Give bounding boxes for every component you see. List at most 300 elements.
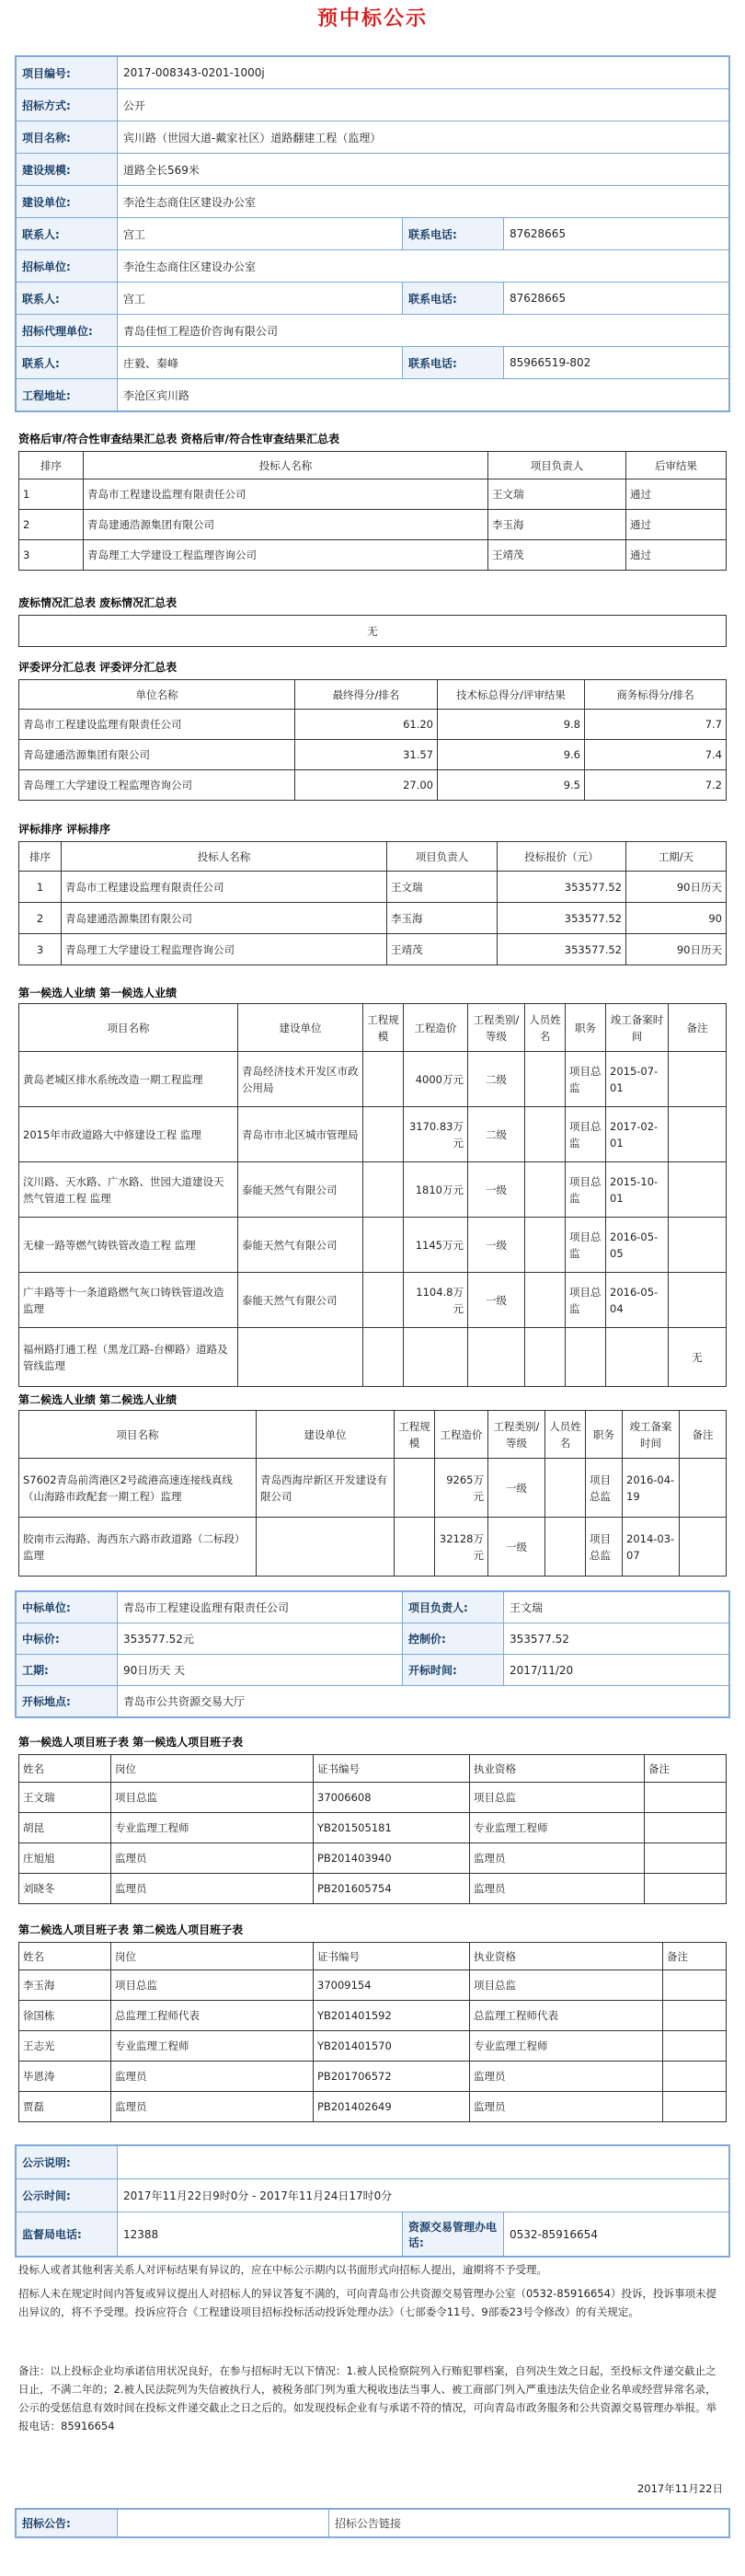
price-label: 中标价: bbox=[17, 1623, 118, 1655]
team2-title: 第二候选人项目班子表 第二候选人项目班子表 bbox=[18, 1923, 244, 1936]
cell: 32128万元 bbox=[435, 1518, 488, 1577]
cell: 1810万元 bbox=[404, 1162, 468, 1218]
perf1-table bbox=[18, 1003, 727, 1387]
cell: 总监理工程师代表 bbox=[111, 2001, 314, 2031]
cell: PB201402649 bbox=[314, 2092, 470, 2122]
table-row bbox=[19, 1518, 727, 1577]
phone3-label: 联系电话: bbox=[403, 347, 504, 379]
cell: 王文瑞 bbox=[488, 479, 626, 510]
cell bbox=[404, 1328, 468, 1387]
cell: 监理员 bbox=[470, 2092, 663, 2122]
team2-header: 岗位 bbox=[111, 1943, 314, 1970]
cell: 通过 bbox=[626, 510, 727, 540]
notice-date: 2017年11月22日 bbox=[636, 2482, 723, 2495]
cell: 青岛建通浩源集团有限公司 bbox=[19, 740, 295, 770]
cell bbox=[669, 1273, 727, 1328]
cell: 监理员 bbox=[111, 1843, 314, 1874]
scale: 道路全长569米 bbox=[118, 154, 729, 186]
cell: 福州路打通工程（黑龙江路-台柳路）道路及管线监理 bbox=[19, 1328, 238, 1387]
cell: 黄岛老城区排水系统改造一期工程监理 bbox=[19, 1052, 238, 1107]
cell bbox=[395, 1518, 435, 1577]
ctrl: 353577.52 bbox=[504, 1623, 729, 1655]
phone1: 87628665 bbox=[504, 218, 729, 250]
table-row bbox=[19, 1874, 727, 1904]
rank-header: 排序 bbox=[19, 842, 62, 872]
cell: 一级 bbox=[468, 1273, 525, 1328]
cell: 2015年市政道路大中修建设工程 监理 bbox=[19, 1107, 238, 1162]
perf1-header: 工程造价 bbox=[404, 1004, 468, 1052]
cell: YB201401592 bbox=[314, 2001, 470, 2031]
cell: 青岛市工程建设监理有限责任公司 bbox=[19, 710, 295, 740]
table-row bbox=[19, 2031, 727, 2062]
cell: 泰能天然气有限公司 bbox=[238, 1273, 363, 1328]
table-row bbox=[19, 1813, 727, 1843]
table-row bbox=[19, 1052, 727, 1107]
center-phone-label: 资源交易管理办电话: bbox=[403, 2212, 504, 2257]
perf2-header: 建设单位 bbox=[257, 1411, 395, 1459]
open-place: 青岛市公共资源交易大厅 bbox=[118, 1686, 729, 1717]
perf1-header: 工程规模 bbox=[363, 1004, 404, 1052]
sup-phone: 12388 bbox=[118, 2212, 403, 2257]
table-row bbox=[19, 903, 727, 934]
cell: 9265万元 bbox=[435, 1459, 488, 1518]
cell: 王文瑞 bbox=[387, 872, 498, 903]
cell: 王文瑞 bbox=[19, 1783, 111, 1813]
contact2: 宫工 bbox=[118, 283, 403, 315]
cell bbox=[257, 1518, 395, 1577]
notice-paragraph-1: 投标人或者其他利害关系人对评标结果有异议的，应在中标公示期内以书面形式向招标人提出，逾期将不予受理。 bbox=[18, 2263, 547, 2276]
sup-phone-label: 监督局电话: bbox=[17, 2212, 118, 2257]
cell: 监理员 bbox=[470, 1843, 645, 1874]
cell: 一级 bbox=[468, 1162, 525, 1218]
perf2-title: 第二候选人业绩 第二候选人业绩 bbox=[18, 1393, 178, 1406]
price: 353577.52元 bbox=[118, 1623, 403, 1655]
cell bbox=[680, 1518, 727, 1577]
team2-header: 备注 bbox=[663, 1943, 727, 1970]
cell: 353577.52 bbox=[498, 872, 626, 903]
empty-cell bbox=[118, 2510, 329, 2537]
cell bbox=[545, 1459, 586, 1518]
cell bbox=[663, 2062, 727, 2092]
qual-header: 项目负责人 bbox=[488, 452, 626, 479]
contact2-label: 联系人: bbox=[17, 283, 118, 315]
cell: 青岛理工大学建设工程监理咨询公司 bbox=[62, 934, 387, 965]
cell: 31.57 bbox=[295, 740, 438, 770]
cell: 徐国栋 bbox=[19, 2001, 111, 2031]
table-row bbox=[19, 770, 727, 801]
cell: 2016-05-04 bbox=[606, 1273, 669, 1328]
notice-paragraph-2: 招标人未在规定时间内答复或异议提出人对招标人的异议答复不满的，可向青岛市公共资源交易管理办公室（0532-85916654）投诉，投诉事项未提出异议的，将不予受理。投诉应符合《工程建设项目招标投标活动投诉处理办法》（七部委令11号、9部委23号令修改）的有关规定。 bbox=[18, 2287, 716, 2318]
team1-header: 岗位 bbox=[111, 1755, 314, 1783]
cell: 2017-02-01 bbox=[606, 1107, 669, 1162]
cell: 李玉海 bbox=[19, 1970, 111, 2001]
publish-table bbox=[15, 2144, 730, 2258]
cell: 王靖茂 bbox=[387, 934, 498, 965]
center-phone: 0532-85916654 bbox=[504, 2212, 729, 2257]
perf2-header: 职务 bbox=[586, 1411, 623, 1459]
cell: 专业监理工程师 bbox=[111, 1813, 314, 1843]
perf2-header: 工程规模 bbox=[395, 1411, 435, 1459]
desc-label: 公示说明: bbox=[17, 2146, 118, 2179]
perf2-header: 人员姓名 bbox=[545, 1411, 586, 1459]
cell bbox=[669, 1162, 727, 1218]
table-row bbox=[19, 740, 727, 770]
method: 公开 bbox=[118, 89, 729, 121]
team2-table bbox=[18, 1942, 727, 2122]
cell: 一级 bbox=[468, 1218, 525, 1273]
perf2-header: 工程类别/等级 bbox=[488, 1411, 545, 1459]
table-row bbox=[19, 1459, 727, 1518]
cell: 项目总监 bbox=[566, 1052, 606, 1107]
rank-header: 投标报价（元） bbox=[498, 842, 626, 872]
cell: 3 bbox=[19, 934, 62, 965]
cell: 监理员 bbox=[470, 1874, 645, 1904]
cell: 项目总监 bbox=[586, 1459, 623, 1518]
open-place-label: 开标地点: bbox=[17, 1686, 118, 1717]
tenderer-label: 招标单位: bbox=[17, 250, 118, 283]
cell: 1104.8万元 bbox=[404, 1273, 468, 1328]
cell: 3 bbox=[19, 540, 84, 571]
cell: 项目总监 bbox=[566, 1218, 606, 1273]
cell bbox=[363, 1107, 404, 1162]
cell: 项目总监 bbox=[566, 1273, 606, 1328]
table-row bbox=[19, 2001, 727, 2031]
table-row bbox=[19, 1970, 727, 2001]
agent-label: 招标代理单位: bbox=[17, 315, 118, 347]
cell: 353577.52 bbox=[498, 934, 626, 965]
cell: 项目总监 bbox=[111, 1970, 314, 2001]
publish-time: 2017年11月22日9时0分 - 2017年11月24日17时0分 bbox=[118, 2179, 729, 2212]
cell: 二级 bbox=[468, 1107, 525, 1162]
leader: 王文瑞 bbox=[504, 1592, 729, 1623]
rank-header: 投标人名称 bbox=[62, 842, 387, 872]
table-row bbox=[19, 1107, 727, 1162]
cell: 庄旭旭 bbox=[19, 1843, 111, 1874]
cell: 一级 bbox=[488, 1459, 545, 1518]
cell: 2015-10-01 bbox=[606, 1162, 669, 1218]
winner-label: 中标单位: bbox=[17, 1592, 118, 1623]
cell: 监理员 bbox=[111, 2092, 314, 2122]
period-label: 工期: bbox=[17, 1655, 118, 1686]
cell: 监理员 bbox=[111, 2062, 314, 2092]
cell: 青岛理工大学建设工程监理咨询公司 bbox=[19, 770, 295, 801]
score-header: 最终得分/排名 bbox=[295, 680, 438, 710]
cell: 无 bbox=[669, 1328, 727, 1387]
cell bbox=[545, 1518, 586, 1577]
team1-title: 第一候选人项目班子表 第一候选人项目班子表 bbox=[18, 1736, 244, 1749]
address: 李沧区宾川路 bbox=[118, 379, 729, 411]
cell: 总监理工程师代表 bbox=[470, 2001, 663, 2031]
desc bbox=[118, 2146, 729, 2179]
cell bbox=[363, 1328, 404, 1387]
invalid-table bbox=[18, 615, 727, 647]
cell: 通过 bbox=[626, 479, 727, 510]
phone2: 87628665 bbox=[504, 283, 729, 315]
cell: 37009154 bbox=[314, 1970, 470, 2001]
table-row bbox=[19, 540, 727, 571]
cell: 2014-03-07 bbox=[623, 1518, 680, 1577]
rank-table bbox=[18, 841, 727, 965]
cell: 353577.52 bbox=[498, 903, 626, 934]
cell: 青岛市市北区城市管理局 bbox=[238, 1107, 363, 1162]
cell: 90日历天 bbox=[626, 934, 727, 965]
score-header: 单位名称 bbox=[19, 680, 295, 710]
cell: 胶南市云海路、海西东六路市政道路（二标段）监理 bbox=[19, 1518, 257, 1577]
cell bbox=[525, 1328, 566, 1387]
perf2-header: 竣工备案时间 bbox=[623, 1411, 680, 1459]
cell: 项目总监 bbox=[470, 1783, 645, 1813]
table-row bbox=[19, 479, 727, 510]
cell bbox=[363, 1052, 404, 1107]
cell: 李玉海 bbox=[488, 510, 626, 540]
score-title: 评委评分汇总表 评委评分汇总表 bbox=[18, 661, 178, 674]
cell: 青岛建通浩源集团有限公司 bbox=[62, 903, 387, 934]
cell: 61.20 bbox=[295, 710, 438, 740]
cell: 青岛市工程建设监理有限责任公司 bbox=[62, 872, 387, 903]
table-row bbox=[19, 1162, 727, 1218]
cell: 青岛建通浩源集团有限公司 bbox=[84, 510, 488, 540]
builder-label: 建设单位: bbox=[17, 186, 118, 218]
team2-header: 姓名 bbox=[19, 1943, 111, 1970]
cell bbox=[525, 1273, 566, 1328]
table-row bbox=[19, 2062, 727, 2092]
cell: 90日历天 bbox=[626, 872, 727, 903]
perf1-header: 工程类别/等级 bbox=[468, 1004, 525, 1052]
score-header: 技术标总得分/评审结果 bbox=[438, 680, 585, 710]
perf1-header: 职务 bbox=[566, 1004, 606, 1052]
cell: 3170.83万元 bbox=[404, 1107, 468, 1162]
cell: 胡昆 bbox=[19, 1813, 111, 1843]
cell bbox=[669, 1107, 727, 1162]
cell: 专业监理工程师 bbox=[470, 1813, 645, 1843]
score-table bbox=[18, 679, 727, 801]
project-no-label: 项目编号: bbox=[17, 57, 118, 89]
cell: PB201403940 bbox=[314, 1843, 470, 1874]
phone1-label: 联系电话: bbox=[403, 218, 504, 250]
table-row bbox=[19, 1843, 727, 1874]
contact1: 宫工 bbox=[118, 218, 403, 250]
cell: 项目总监 bbox=[111, 1783, 314, 1813]
team1-header: 证书编号 bbox=[314, 1755, 470, 1783]
perf2-header: 备注 bbox=[680, 1411, 727, 1459]
cell: 2 bbox=[19, 510, 84, 540]
footer-label: 招标公告: bbox=[17, 2510, 118, 2537]
cell: 2 bbox=[19, 903, 62, 934]
cell: 1 bbox=[19, 872, 62, 903]
cell: 90 bbox=[626, 903, 727, 934]
table-row bbox=[19, 1218, 727, 1273]
cell: 4000万元 bbox=[404, 1052, 468, 1107]
cell: 2016-05-05 bbox=[606, 1218, 669, 1273]
open-time-label: 开标时间: bbox=[403, 1655, 504, 1686]
qual-header: 排序 bbox=[19, 452, 84, 479]
winner: 青岛市工程建设监理有限责任公司 bbox=[118, 1592, 403, 1623]
cell bbox=[363, 1162, 404, 1218]
cell bbox=[645, 1813, 727, 1843]
cell: 1145万元 bbox=[404, 1218, 468, 1273]
team1-table bbox=[18, 1754, 727, 1904]
cell bbox=[566, 1328, 606, 1387]
project-info-table bbox=[15, 55, 730, 412]
table-row bbox=[19, 1783, 727, 1813]
phone2-label: 联系电话: bbox=[403, 283, 504, 315]
invalid-title: 废标情况汇总表 废标情况汇总表 bbox=[18, 596, 178, 609]
method-label: 招标方式: bbox=[17, 89, 118, 121]
cell bbox=[238, 1328, 363, 1387]
cell: 青岛理工大学建设工程监理咨询公司 bbox=[84, 540, 488, 571]
cell: 7.2 bbox=[585, 770, 727, 801]
table-row bbox=[19, 510, 727, 540]
cell: 二级 bbox=[468, 1052, 525, 1107]
cell: 毕恩涛 bbox=[19, 2062, 111, 2092]
cell: 专业监理工程师 bbox=[111, 2031, 314, 2062]
cell: 青岛经济技术开发区市政公用局 bbox=[238, 1052, 363, 1107]
cell: 广丰路等十一条道路燃气灰口铸铁管道改造 监理 bbox=[19, 1273, 238, 1328]
cell: 项目总监 bbox=[470, 1970, 663, 2001]
cell: 通过 bbox=[626, 540, 727, 571]
tenderer: 李沧生态商住区建设办公室 bbox=[118, 250, 729, 283]
cell: 王靖茂 bbox=[488, 540, 626, 571]
cell bbox=[468, 1328, 525, 1387]
phone3: 85966519-802 bbox=[504, 347, 729, 379]
qual-header: 投标人名称 bbox=[84, 452, 488, 479]
cell: 项目总监 bbox=[566, 1107, 606, 1162]
contact3-label: 联系人: bbox=[17, 347, 118, 379]
table-row bbox=[19, 2092, 727, 2122]
cell: 汶川路、天水路、广水路、世园大道建设天然气管道工程 监理 bbox=[19, 1162, 238, 1218]
cell bbox=[663, 2031, 727, 2062]
cell bbox=[669, 1218, 727, 1273]
cell: 9.5 bbox=[438, 770, 585, 801]
cell: YB201401570 bbox=[314, 2031, 470, 2062]
agent: 青岛佳恒工程造价咨询有限公司 bbox=[118, 315, 729, 347]
period: 90日历天 天 bbox=[118, 1655, 403, 1686]
project-name: 宾川路（世园大道-戴家社区）道路翻建工程（监理） bbox=[118, 121, 729, 154]
perf1-header: 建设单位 bbox=[238, 1004, 363, 1052]
rank-header: 工期/天 bbox=[626, 842, 727, 872]
cell: 2015-07-01 bbox=[606, 1052, 669, 1107]
cell bbox=[645, 1843, 727, 1874]
qual-header: 后审结果 bbox=[626, 452, 727, 479]
cell bbox=[669, 1052, 727, 1107]
cell bbox=[645, 1783, 727, 1813]
builder: 李沧生态商住区建设办公室 bbox=[118, 186, 729, 218]
cell bbox=[663, 2001, 727, 2031]
table-row bbox=[19, 1328, 727, 1387]
cell bbox=[525, 1107, 566, 1162]
cell: 无棣一路等燃气铸铁管改造工程 监理 bbox=[19, 1218, 238, 1273]
contact3: 庄毅、秦峰 bbox=[118, 347, 403, 379]
cell: 9.6 bbox=[438, 740, 585, 770]
project-name-label: 项目名称: bbox=[17, 121, 118, 154]
perf1-header: 人员姓名 bbox=[525, 1004, 566, 1052]
perf1-title: 第一候选人业绩 第一候选人业绩 bbox=[18, 987, 178, 999]
cell: PB201605754 bbox=[314, 1874, 470, 1904]
cell bbox=[363, 1218, 404, 1273]
team2-header: 执业资格 bbox=[470, 1943, 663, 1970]
cell: S7602青岛前湾港区2号疏港高速连接线真线（山海路市政配套一期工程）监理 bbox=[19, 1459, 257, 1518]
cell: 27.00 bbox=[295, 770, 438, 801]
cell: 王志光 bbox=[19, 2031, 111, 2062]
cell bbox=[395, 1459, 435, 1518]
table-row bbox=[19, 710, 727, 740]
cell: 青岛西海岸新区开发建设有限公司 bbox=[257, 1459, 395, 1518]
ctrl-label: 控制价: bbox=[403, 1623, 504, 1655]
address-label: 工程地址: bbox=[17, 379, 118, 411]
rank-header: 项目负责人 bbox=[387, 842, 498, 872]
team1-header: 姓名 bbox=[19, 1755, 111, 1783]
table-row bbox=[19, 872, 727, 903]
cell: 青岛市工程建设监理有限责任公司 bbox=[84, 479, 488, 510]
cell bbox=[525, 1162, 566, 1218]
cell: YB201505181 bbox=[314, 1813, 470, 1843]
team2-header: 证书编号 bbox=[314, 1943, 470, 1970]
cell: 专业监理工程师 bbox=[470, 2031, 663, 2062]
footer-table bbox=[15, 2508, 730, 2538]
cell: 1 bbox=[19, 479, 84, 510]
qual-title: 资格后审/符合性审查结果汇总表 资格后审/符合性审查结果汇总表 bbox=[18, 433, 339, 445]
cell: 项目总监 bbox=[586, 1518, 623, 1577]
qual-table bbox=[18, 451, 727, 571]
tender-notice-link[interactable]: 招标公告链接 bbox=[329, 2510, 729, 2537]
award-table bbox=[15, 1590, 730, 1718]
cell: 泰能天然气有限公司 bbox=[238, 1162, 363, 1218]
table-row bbox=[19, 934, 727, 965]
leader-label: 项目负责人: bbox=[403, 1592, 504, 1623]
cell bbox=[663, 2092, 727, 2122]
project-no: 2017-008343-0201-1000j bbox=[118, 57, 729, 89]
cell: 7.7 bbox=[585, 710, 727, 740]
cell: 7.4 bbox=[585, 740, 727, 770]
time-label: 公示时间: bbox=[17, 2179, 118, 2212]
perf1-header: 备注 bbox=[669, 1004, 727, 1052]
cell bbox=[645, 1874, 727, 1904]
cell: 刘晓冬 bbox=[19, 1874, 111, 1904]
cell: 项目总监 bbox=[566, 1162, 606, 1218]
cell: 贾磊 bbox=[19, 2092, 111, 2122]
cell bbox=[680, 1459, 727, 1518]
notice-paragraph-3: 备注：以上投标企业均承诺信用状况良好，在参与招标时无以下情况：1.被人民检察院列入行贿犯罪档案，自列决生效之日起，至投标文件递交截止之日止，不满二年的；2.被人民法院列为失信被执行人，被税务部门列为重大税收违法当事人、被工商部门列入严重违法失信企业名单或经营异常名录，公示的受惩信息有效时间在投标文件递交截止之日之后的。如发现投标企业有与承诺不符的情况，可向青岛市政务服务和公共资源交易管理办举报。举报电话：85916654 bbox=[18, 2364, 716, 2432]
cell: 监理员 bbox=[470, 2062, 663, 2092]
page-title: 预中标公示 bbox=[316, 7, 428, 30]
cell bbox=[525, 1218, 566, 1273]
contact1-label: 联系人: bbox=[17, 218, 118, 250]
invalid-value: 无 bbox=[19, 616, 727, 647]
cell: 37006608 bbox=[314, 1783, 470, 1813]
cell: 9.8 bbox=[438, 710, 585, 740]
open-time: 2017/11/20 bbox=[504, 1655, 729, 1686]
cell: 监理员 bbox=[111, 1874, 314, 1904]
scale-label: 建设规模: bbox=[17, 154, 118, 186]
rank-title: 评标排序 评标排序 bbox=[18, 823, 111, 836]
cell: 泰能天然气有限公司 bbox=[238, 1218, 363, 1273]
cell: 一级 bbox=[488, 1518, 545, 1577]
perf1-header: 竣工备案时间 bbox=[606, 1004, 669, 1052]
perf2-header: 工程造价 bbox=[435, 1411, 488, 1459]
cell bbox=[606, 1328, 669, 1387]
team1-header: 备注 bbox=[645, 1755, 727, 1783]
cell bbox=[363, 1273, 404, 1328]
cell bbox=[663, 1970, 727, 2001]
perf2-table bbox=[18, 1410, 727, 1577]
table-row bbox=[19, 1273, 727, 1328]
team1-header: 执业资格 bbox=[470, 1755, 645, 1783]
cell: 李玉海 bbox=[387, 903, 498, 934]
perf2-header: 项目名称 bbox=[19, 1411, 257, 1459]
cell: 2016-04-19 bbox=[623, 1459, 680, 1518]
cell bbox=[525, 1052, 566, 1107]
cell: PB201706572 bbox=[314, 2062, 470, 2092]
